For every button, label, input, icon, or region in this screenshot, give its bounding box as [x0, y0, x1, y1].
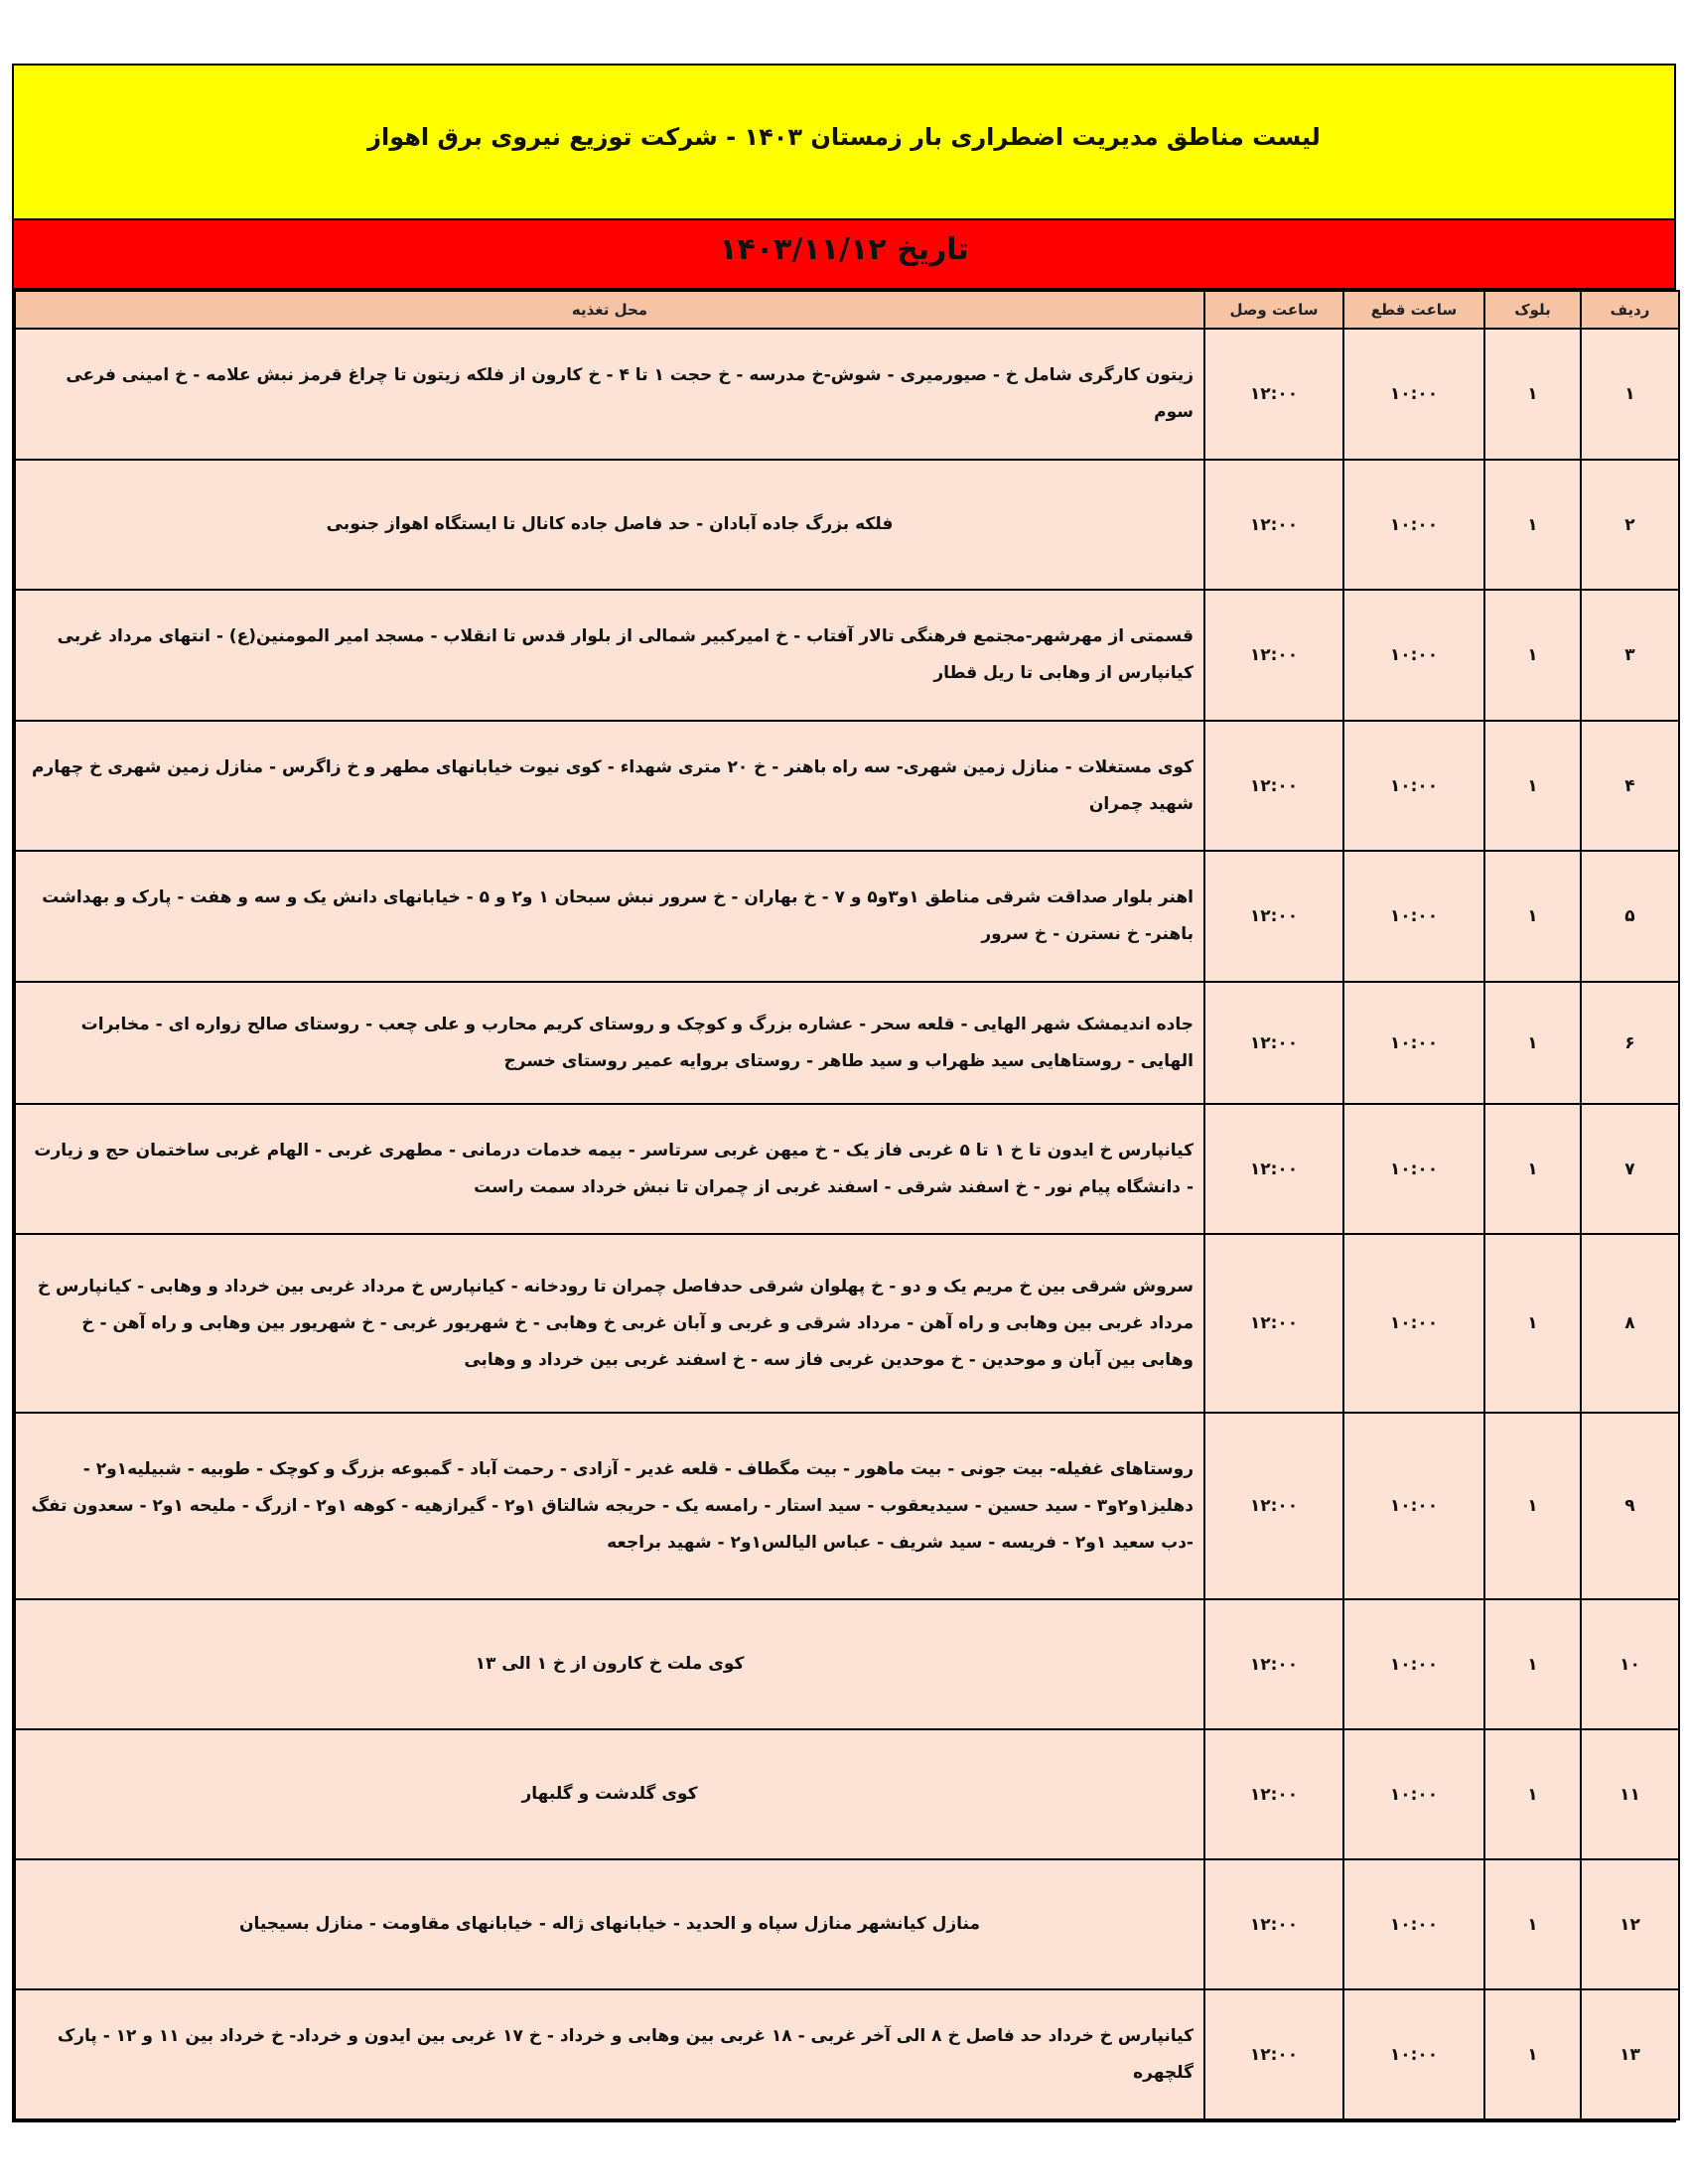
- header-row-number: ردیف: [1581, 291, 1679, 329]
- row-number: ۱۰: [1581, 1599, 1679, 1729]
- cut-time-cell: ۱۰:۰۰: [1343, 1729, 1484, 1859]
- block-cell: ۱: [1484, 1859, 1581, 1989]
- cut-time-cell: ۱۰:۰۰: [1343, 1413, 1484, 1599]
- location-cell: کیانپارس خ خرداد حد فاصل خ ۸ الی آخر غربی - ۱۸ غربی بین وهابی و خرداد - خ ۱۷ غربی بین ایدون و خرداد- خ خرداد بین ۱۱ و ۱۲ - پارک گلچهره: [15, 1989, 1204, 2119]
- row-number: ۱۳: [1581, 1989, 1679, 2119]
- block-cell: ۱: [1484, 1413, 1581, 1599]
- block-cell: ۱: [1484, 851, 1581, 982]
- reconnect-time-cell: ۱۲:۰۰: [1204, 1599, 1343, 1729]
- header-reconnect-time: ساعت وصل: [1204, 291, 1343, 329]
- block-cell: ۱: [1484, 721, 1581, 851]
- cut-time-cell: ۱۰:۰۰: [1343, 329, 1484, 460]
- block-cell: ۱: [1484, 1729, 1581, 1859]
- block-cell: ۱: [1484, 329, 1581, 460]
- cut-time-cell: ۱۰:۰۰: [1343, 590, 1484, 721]
- location-cell: کوی گلدشت و گلبهار: [15, 1729, 1204, 1859]
- date-band: [14, 220, 1674, 290]
- table-row: [15, 1599, 1679, 1729]
- reconnect-time-cell: ۱۲:۰۰: [1204, 460, 1343, 590]
- location-cell: روستاهای غفیله- بیت جونی - بیت ماهور - بیت مگطاف - قلعه غدیر - آزادی - رحمت آباد - گمبوعه بزرگ و کوچک - طوبیه - شبیلیه۱و۲ - دهلیز۱و۲و۳ - سید حسین - سیدیعقوب - سید استار - رامسه یک - حریجه شالتاق ۱و۲ - گیرازهیه - کوهه ۱و۲ - ازرگ - ملیحه ۱و۲ - سعدون تفگ -دب سعید ۱و۲ - فریسه - سید شریف - عباس الیالس۱و۲ - شهید براجعه: [15, 1413, 1204, 1599]
- table-row: [15, 329, 1679, 460]
- reconnect-time-cell: ۱۲:۰۰: [1204, 1859, 1343, 1989]
- table-row: [15, 1413, 1679, 1599]
- block-cell: ۱: [1484, 460, 1581, 590]
- cut-time-cell: ۱۰:۰۰: [1343, 851, 1484, 982]
- reconnect-time-cell: ۱۲:۰۰: [1204, 1729, 1343, 1859]
- table-header-row: [15, 291, 1679, 329]
- row-number: ۲: [1581, 460, 1679, 590]
- row-number: ۸: [1581, 1234, 1679, 1413]
- location-cell: قسمتی از مهرشهر-مجتمع فرهنگی تالار آفتاب - خ امیرکبیر شمالی از بلوار قدس تا انقلاب - مسجد امیر المومنین(ع) - انتهای مرداد غربی کیانپارس از وهابی تا ریل قطار: [15, 590, 1204, 721]
- table-row: [15, 1234, 1679, 1413]
- location-cell: زیتون کارگری شامل خ - صیورمیری - شوش-خ مدرسه - خ حجت ۱ تا ۴ - خ کارون از فلکه زیتون تا چراغ قرمز نبش علامه - خ امینی فرعی سوم: [15, 329, 1204, 460]
- reconnect-time-cell: ۱۲:۰۰: [1204, 590, 1343, 721]
- location-cell: سروش شرقی بین خ مریم یک و دو - خ پهلوان شرقی حدفاصل چمران تا رودخانه - کیانپارس خ مرداد غربی بین خرداد و وهابی - کیانپارس خ مرداد غربی بین وهابی و راه آهن - مرداد شرقی و غربی و آبان غربی خ وهابی - خ شهریور غربی - خ شهریور بین وهابی و راه آهن - خ وهابی بین آبان و موحدین - خ موحدین غربی فاز سه - خ اسفند غربی بین خرداد و وهابی: [15, 1234, 1204, 1413]
- row-number: ۴: [1581, 721, 1679, 851]
- block-cell: ۱: [1484, 590, 1581, 721]
- location-cell: کوی ملت خ کارون از خ ۱ الی ۱۳: [15, 1599, 1204, 1729]
- cut-time-cell: ۱۰:۰۰: [1343, 1859, 1484, 1989]
- table-row: [15, 1729, 1679, 1859]
- date-title: تاریخ ۱۴۰۳/۱۱/۱۲: [719, 232, 969, 267]
- schedule-sheet: [12, 64, 1676, 2122]
- header-cut-time: ساعت قطع: [1343, 291, 1484, 329]
- reconnect-time-cell: ۱۲:۰۰: [1204, 1989, 1343, 2119]
- table-row: [15, 721, 1679, 851]
- cut-time-cell: ۱۰:۰۰: [1343, 1599, 1484, 1729]
- location-cell: اهنر بلوار صداقت شرقی مناطق ۱و۳و۵ و ۷ - خ بهاران - خ سرور نبش سبحان ۱ و۲ و ۵ - خیابانهای دانش یک و سه و هفت - پارک و بهداشت باهنر- خ نسترن - خ سرور: [15, 851, 1204, 982]
- row-number: ۱: [1581, 329, 1679, 460]
- location-cell: فلکه بزرگ جاده آبادان - حد فاصل جاده کانال تا ایستگاه اهواز جنوبی: [15, 460, 1204, 590]
- outage-table: [14, 290, 1680, 2120]
- reconnect-time-cell: ۱۲:۰۰: [1204, 329, 1343, 460]
- title-band: [14, 66, 1674, 220]
- cut-time-cell: ۱۰:۰۰: [1343, 1989, 1484, 2119]
- row-number: ۵: [1581, 851, 1679, 982]
- row-number: ۷: [1581, 1104, 1679, 1234]
- reconnect-time-cell: ۱۲:۰۰: [1204, 1104, 1343, 1234]
- location-cell: منازل کیانشهر منازل سپاه و الحدید - خیابانهای ژاله - خیابانهای مقاومت - منازل بسیجیان: [15, 1859, 1204, 1989]
- table-row: [15, 982, 1679, 1104]
- location-cell: کوی مستغلات - منازل زمین شهری- سه راه باهنر - خ ۲۰ متری شهداء - کوی نیوت خیابانهای مطهر و خ زاگرس - منازل زمین شهری خ چهارم شهید چمران: [15, 721, 1204, 851]
- cut-time-cell: ۱۰:۰۰: [1343, 460, 1484, 590]
- row-number: ۶: [1581, 982, 1679, 1104]
- table-row: [15, 590, 1679, 721]
- page-title: لیست مناطق مدیریت اضطراری بار زمستان ۱۴۰۳ - شرکت توزیع نیروی برق اهواز: [367, 123, 1321, 151]
- block-cell: ۱: [1484, 982, 1581, 1104]
- block-cell: ۱: [1484, 1234, 1581, 1413]
- cut-time-cell: ۱۰:۰۰: [1343, 721, 1484, 851]
- table-row: [15, 1859, 1679, 1989]
- cut-time-cell: ۱۰:۰۰: [1343, 1104, 1484, 1234]
- reconnect-time-cell: ۱۲:۰۰: [1204, 1413, 1343, 1599]
- row-number: ۹: [1581, 1413, 1679, 1599]
- reconnect-time-cell: ۱۲:۰۰: [1204, 851, 1343, 982]
- header-block: بلوک: [1484, 291, 1581, 329]
- table-row: [15, 1989, 1679, 2119]
- block-cell: ۱: [1484, 1599, 1581, 1729]
- block-cell: ۱: [1484, 1104, 1581, 1234]
- reconnect-time-cell: ۱۲:۰۰: [1204, 982, 1343, 1104]
- cut-time-cell: ۱۰:۰۰: [1343, 1234, 1484, 1413]
- row-number: ۱۱: [1581, 1729, 1679, 1859]
- row-number: ۳: [1581, 590, 1679, 721]
- block-cell: ۱: [1484, 1989, 1581, 2119]
- location-cell: جاده اندیمشک شهر الهایی - قلعه سحر - عشاره بزرگ و کوچک و روستای کریم محارب و علی چعب - روستای صالح زواره ای - مخابرات الهایی - روستاهایی سید ظهراب و سید طاهر - روستای بروایه عمیر روستای خسرج: [15, 982, 1204, 1104]
- row-number: ۱۲: [1581, 1859, 1679, 1989]
- reconnect-time-cell: ۱۲:۰۰: [1204, 1234, 1343, 1413]
- reconnect-time-cell: ۱۲:۰۰: [1204, 721, 1343, 851]
- table-row: [15, 460, 1679, 590]
- header-location: محل تغذیه: [15, 291, 1204, 329]
- cut-time-cell: ۱۰:۰۰: [1343, 982, 1484, 1104]
- table-row: [15, 1104, 1679, 1234]
- table-row: [15, 851, 1679, 982]
- location-cell: کیانپارس خ ایدون تا خ ۱ تا ۵ غربی فاز یک - خ میهن غربی سرتاسر - بیمه خدمات درمانی - مطهری غربی - الهام غربی ساختمان حج و زیارت - دانشگاه پیام نور - خ اسفند شرقی - اسفند غربی از چمران تا نبش خرداد سمت راست: [15, 1104, 1204, 1234]
